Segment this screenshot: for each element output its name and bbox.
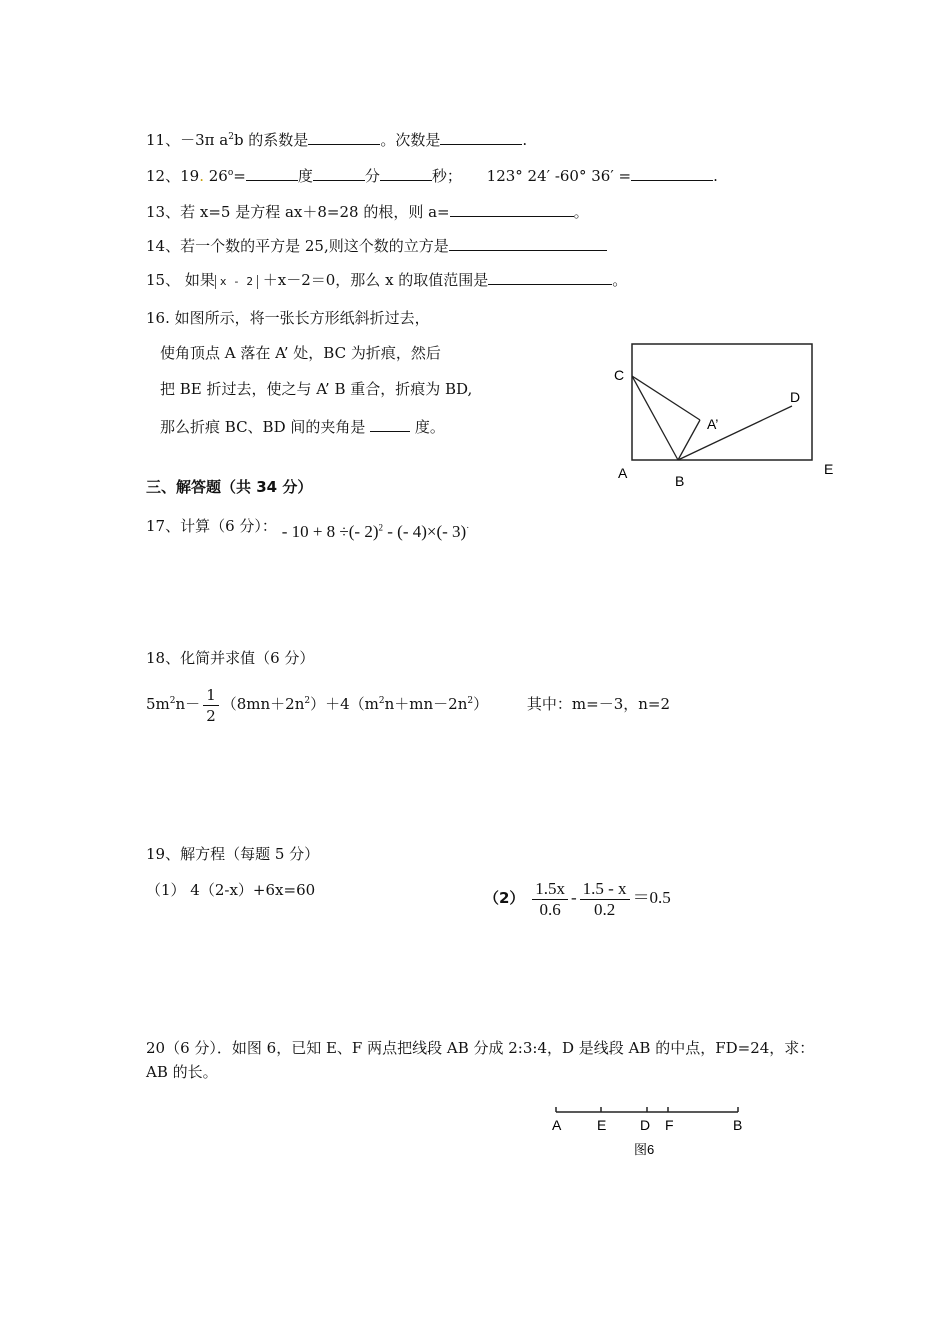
- answer-blank[interactable]: [450, 200, 574, 217]
- question-20-line-2: AB 的长。: [146, 1063, 218, 1081]
- crease-bc: [632, 376, 678, 460]
- question-15: 15、 如果 x - 2 ＋x－2＝0，那么 x 的取值范围是 。: [146, 268, 627, 290]
- question-11: 11、－3π $a^2b$ 的系数是 。次数是 .: [146, 128, 527, 150]
- label-d: D: [640, 1117, 651, 1133]
- question-14: 14、若一个数的平方是 25,则这个数的立方是: [146, 234, 607, 256]
- edge-aprime-b: [678, 420, 700, 460]
- label-b: B: [675, 473, 685, 488]
- answer-blank[interactable]: [440, 128, 522, 145]
- answer-blank[interactable]: [308, 128, 380, 145]
- label-a-prime: A’: [707, 416, 719, 432]
- answer-blank[interactable]: [631, 164, 713, 181]
- question-13: 13、若 x=5 是方程 ax＋8=28 的根，则 a= 。: [146, 200, 589, 222]
- question-16-line-3: 把 BE 折过去，使之与 A’ B 重合，折痕为 BD,: [160, 380, 473, 398]
- crease-bd: [678, 406, 792, 460]
- label-f: F: [665, 1117, 674, 1133]
- label-e: E: [597, 1117, 607, 1133]
- label-b: B: [733, 1117, 743, 1133]
- question-19-part-1: （1） 4（2-x）+6x=60: [146, 881, 316, 899]
- label-a: A: [552, 1117, 562, 1133]
- question-16-line-2: 使角顶点 A 落在 A’ 处，BC 为折痕，然后: [160, 344, 441, 362]
- question-12: 12、19. $26^o=$ 度 分 秒； 123° 24′ -60° 36′ = .: [146, 164, 718, 186]
- question-19-label: 19、解方程（每题 5 分）: [146, 845, 320, 863]
- label-a: A: [618, 465, 628, 481]
- fraction-one-half: $\frac{1}{2}$: [203, 685, 219, 726]
- answer-blank[interactable]: [449, 234, 607, 251]
- segment-figure: [546, 1100, 756, 1170]
- question-19-part-2: （2） $\frac{1.5x}{0.6}$ - $\frac{1.5 - x}{0.2}$ ＝0.5: [484, 878, 671, 919]
- answer-blank[interactable]: [488, 268, 612, 285]
- fraction-2: $\frac{1.5 - x}{0.2}$: [580, 879, 630, 920]
- label-d: D: [790, 389, 801, 405]
- question-20-line-1: 20（6 分）．如图 6，已知 E、F 两点把线段 AB 分成 2:3:4，D 是线段 AB 的中点，FD=24，求：: [146, 1039, 815, 1057]
- question-18-label: 18、化简并求值（6 分）: [146, 649, 315, 667]
- answer-blank[interactable]: [313, 164, 365, 181]
- answer-blank[interactable]: [380, 164, 432, 181]
- question-16-line-4: 那么折痕 BC、BD 间的夹角是 度。: [160, 415, 445, 437]
- folding-figure: [606, 338, 846, 488]
- paper-rectangle: [632, 344, 812, 460]
- label-c: C: [614, 367, 625, 383]
- answer-blank[interactable]: [370, 415, 410, 432]
- edge-c-aprime: [632, 376, 700, 420]
- question-18-expression: $5m^2n-$ $\frac{1}{2}$ $(8mn+2n^2)+4(m^2n+mn-2n^2)$ 其中：m=－3，n=2: [146, 685, 671, 725]
- figure-caption: 图6: [634, 1142, 655, 1157]
- answer-blank[interactable]: [246, 164, 298, 181]
- absolute-value: x - 2: [215, 275, 258, 289]
- question-17: 17、计算（6 分）： - 10 + 8 ÷(- 2)$^2$ - (- 4)×(- 3)·: [146, 517, 470, 541]
- question-16-line-1: 16. 如图所示，将一张长方形纸斜折过去，: [146, 309, 430, 327]
- label-e: E: [824, 461, 834, 477]
- fraction-1: $\frac{1.5x}{0.6}$: [532, 879, 568, 920]
- section-3-heading: 三、解答题（共 34 分）: [146, 478, 313, 496]
